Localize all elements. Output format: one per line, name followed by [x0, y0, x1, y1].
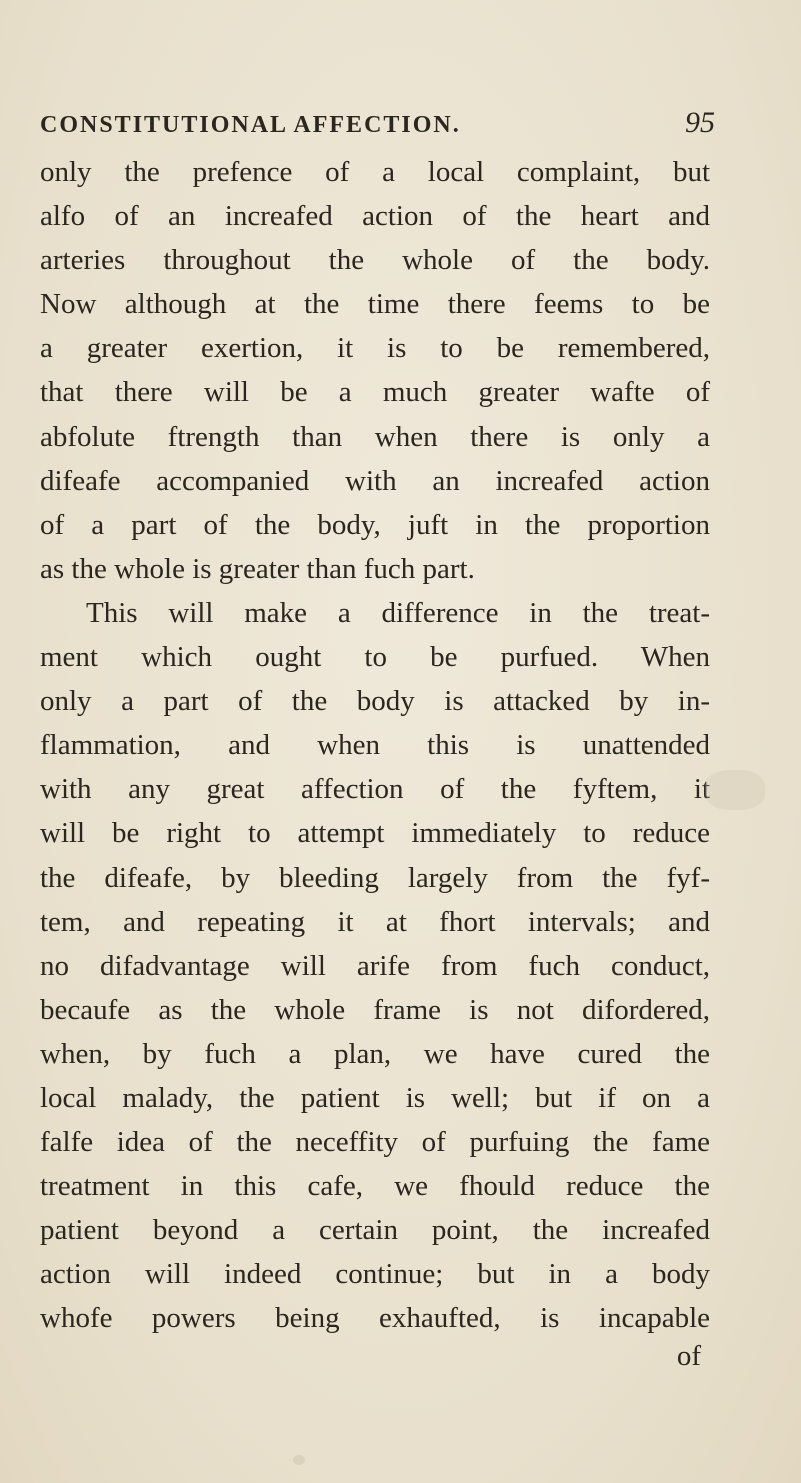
catchword: of	[676, 1340, 701, 1372]
text-line: of a part of the body, juft in the proportion	[40, 508, 710, 541]
text-line: patient beyond a certain point, the increafed	[40, 1214, 710, 1247]
text-line: treatment in this cafe, we fhould reduce the	[40, 1170, 710, 1203]
text-line: that there will be a much greater wafte of	[40, 376, 710, 409]
text-line: will be right to attempt immediately to reduce	[40, 817, 710, 850]
text-line: alfo of an increafed action of the heart and	[40, 200, 710, 233]
page-header	[40, 106, 715, 148]
text-line: ment which ought to be purfued. When	[40, 641, 710, 674]
text-line: with any great affection of the fyftem, it	[40, 773, 710, 806]
text-line: difeafe accompanied with an increafed action	[40, 464, 710, 497]
text-line: action will indeed continue; but in a body	[40, 1258, 710, 1291]
text-line: when, by fuch a plan, we have cured the	[40, 1037, 710, 1070]
text-line: whofe powers being exhaufted, is incapable	[40, 1302, 710, 1335]
paper-blemish	[293, 1455, 305, 1465]
text-line: Now although at the time there feems to be	[40, 288, 710, 321]
text-line: abfolute ftrength than when there is only a	[40, 420, 710, 453]
text-line: falfe idea of the neceffity of purfuing the fame	[40, 1126, 710, 1159]
text-line: the difeafe, by bleeding largely from the fyf-	[40, 861, 710, 894]
paper-blemish	[705, 770, 765, 810]
text-line: a greater exertion, it is to be remembered,	[40, 332, 710, 365]
text-line: no difadvantage will arife from fuch conduct,	[40, 949, 710, 982]
text-line: arteries throughout the whole of the body.	[40, 244, 710, 277]
text-line: only a part of the body is attacked by in-	[40, 685, 710, 718]
text-line: flammation, and when this is unattended	[40, 729, 710, 762]
text-line: becaufe as the whole frame is not difordered,	[40, 993, 710, 1026]
text-line: as the whole is greater than fuch part.	[40, 552, 475, 585]
text-line: This will make a difference in the treat-	[86, 596, 710, 629]
running-title: CONSTITUTIONAL AFFECTION.	[40, 112, 461, 138]
text-line: local malady, the patient is well; but if on a	[40, 1081, 710, 1114]
body-text	[40, 150, 710, 1341]
text-line: only the prefence of a local complaint, but	[40, 156, 710, 188]
page-number: 95	[685, 106, 715, 139]
text-line: tem, and repeating it at fhort intervals; and	[40, 905, 710, 938]
